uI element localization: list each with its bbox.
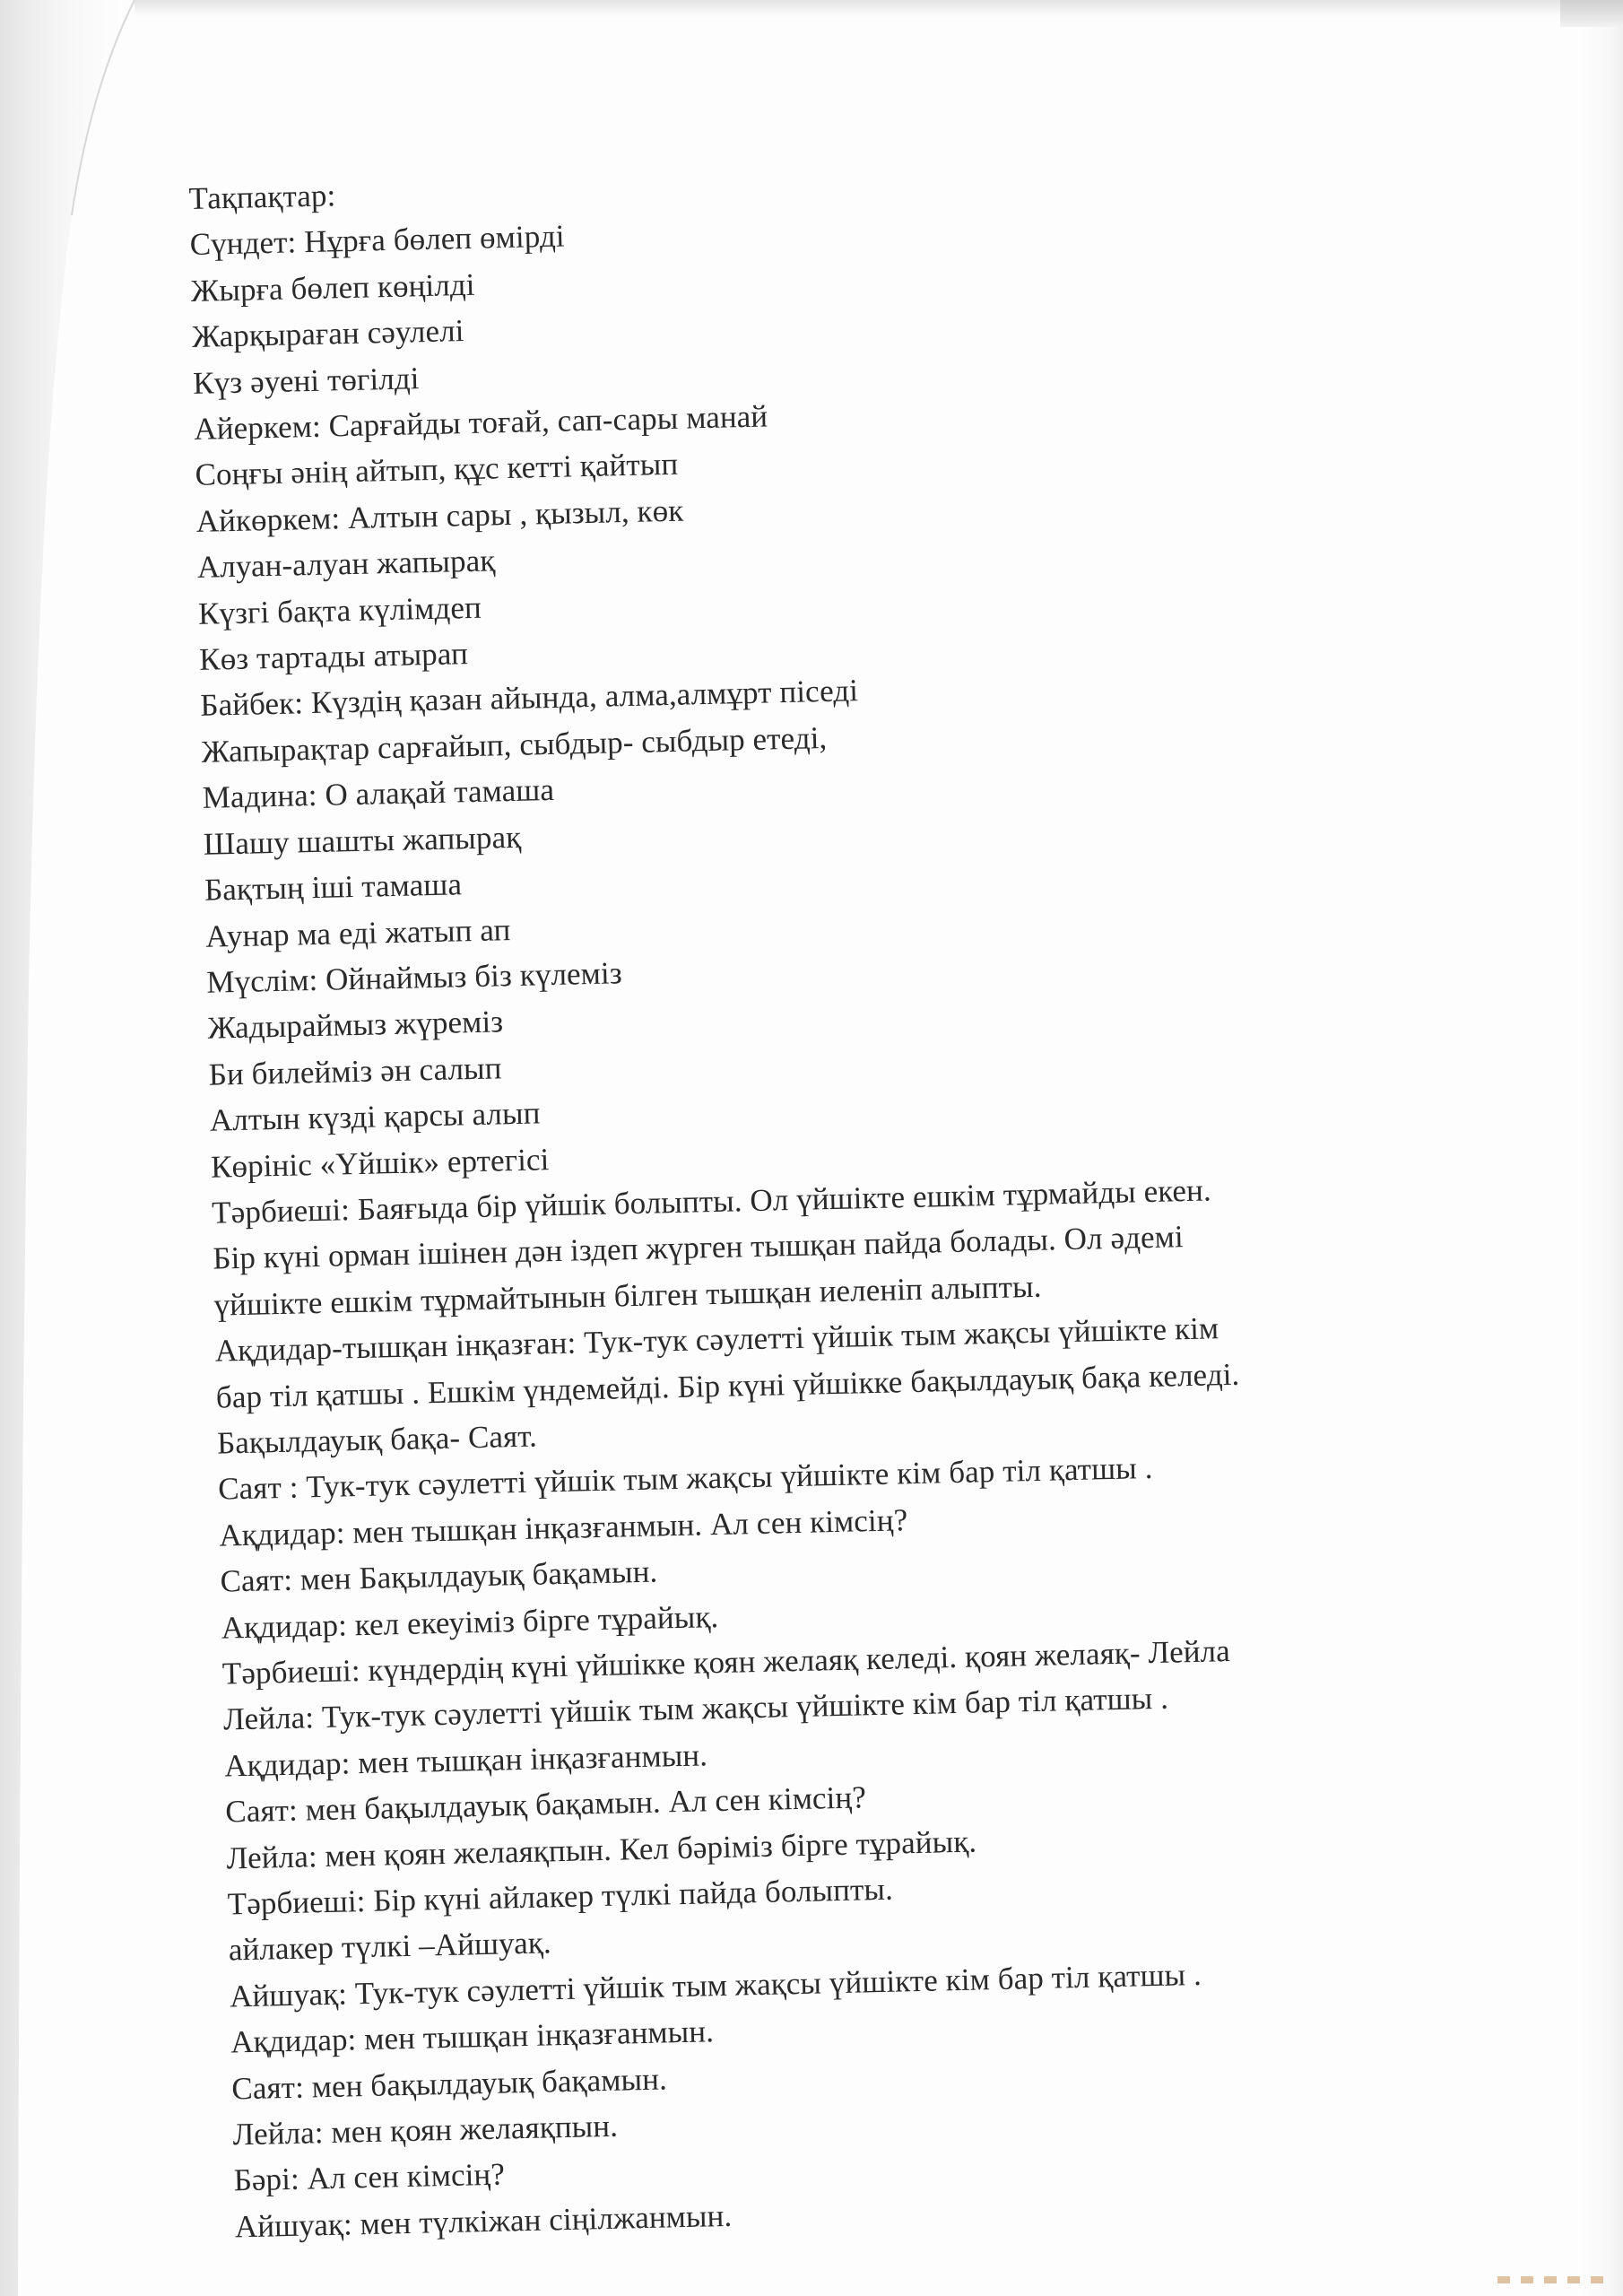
- page-corner-shadow: [1560, 0, 1623, 27]
- text-line: Ақдидар-тышқан інқазған: Тук-тук сәулетті үйшік тым жақсы үйшікте кім: [214, 1310, 1219, 1369]
- text-line: Күзгі бақта күлімдеп: [197, 589, 482, 631]
- text-line: Жапырақтар сарғайып, сыбдыр- сыбдыр етеді,: [201, 719, 828, 770]
- page-top-shadow: [135, 0, 1623, 16]
- text-line: Саят: мен бақылдауық бақамын. Ал сен кімсің?: [224, 1779, 867, 1830]
- text-line: Алтын күзді қарсы алып: [209, 1095, 541, 1138]
- text-line: Көз тартады атырап: [198, 636, 469, 677]
- text-line: Тәрбиеші: Бір күні айлакер түлкі пайда болыпты.: [227, 1871, 894, 1922]
- text-line: Аунар ма еді жатып ап: [204, 911, 511, 954]
- text-line: Саят: мен бақылдауық бақамын.: [230, 2061, 668, 2107]
- text-line: Саят : Тук-тук сәулетті үйшік тым жақсы үйшікте кім бар тіл қатшы .: [217, 1450, 1153, 1507]
- text-line: Лейла: мен қоян желаяқпын.: [232, 2108, 619, 2152]
- text-line: Бәрі: Ал сен кімсің?: [233, 2157, 506, 2198]
- text-line: айлакер түлкі –Айшуақ.: [228, 1925, 552, 1968]
- text-line: бар тіл қатшы . Ешкім үндемейді. Бір күні үйшікке бақылдауық бақа келеді.: [215, 1356, 1240, 1415]
- text-line: Көрініс «Үйшік» ертегісі: [210, 1141, 550, 1185]
- text-line: Жадыраймыз жүреміз: [207, 1004, 504, 1047]
- text-line: Айкөркем: Алтын сары , қызыл, көк: [195, 492, 684, 539]
- text-line: Айшуақ: мен түлкіжан сіңілжанмын.: [234, 2197, 733, 2245]
- text-line: Жырға бөлеп көңілді: [190, 266, 475, 309]
- text-line: Соңғы әнің айтып, құс кетті қайтып: [195, 447, 679, 493]
- text-line: Күз әуені төгілді: [192, 360, 420, 401]
- page-left-edge: [0, 0, 143, 2296]
- text-line: Лейла: мен қоян желаяқпын. Кел бәріміз бірге тұрайық.: [226, 1823, 977, 1876]
- text-line: Жарқыраған сәулелі: [191, 313, 464, 355]
- text-line: Айшуақ: Тук-тук сәулетті үйшік тым жақсы үйшікте кім бар тіл қатшы .: [229, 1956, 1202, 2014]
- text-line: Алуан-алуан жапырақ: [196, 543, 496, 586]
- text-line: Саят: мен Бақылдауық бақамын.: [220, 1553, 658, 1599]
- scan-edge-marks: [1497, 2276, 1605, 2283]
- text-line: Байбек: Күздің қазан айында, алма,алмұрт піседі: [199, 673, 859, 724]
- text-line: Тәрбиеші: Баяғыда бір үйшік болыпты. Ол үйшікте ешкім тұрмайды екен.: [211, 1172, 1212, 1231]
- text-line: Ақдидар: мен тышқан інқазғанмын.: [230, 2013, 715, 2060]
- text-line: Шашу шашты жапырақ: [203, 819, 522, 862]
- document-text: [188, 145, 1598, 2250]
- text-line: Мадина: О алақай тамаша: [202, 772, 555, 816]
- folded-edge-shadow: [0, 0, 143, 2296]
- text-line: Лейла: Тук-тук сәулетті үйшік тым жақсы үйшікте кім бар тіл қатшы .: [222, 1681, 1169, 1737]
- text-line: Ақдидар: мен тышқан інқазғанмын.: [223, 1737, 708, 1784]
- text-line: Тақпақтар:: [188, 178, 336, 216]
- text-line: Бір күні орман ішінен дән іздеп жүрген тышқан пайда болады. Ол әдемі: [212, 1219, 1185, 1277]
- text-line: Сүндет: Нұрға бөлеп өмірді: [189, 218, 566, 263]
- text-line: Бақтың іші тамаша: [204, 866, 463, 908]
- text-line: Бақылдауық бақа- Саят.: [216, 1418, 538, 1461]
- text-line: Би билейміз ән салып: [208, 1050, 502, 1092]
- text-line: Ақдидар: мен тышқан інқазғанмын. Ал сен кімсің?: [218, 1501, 908, 1553]
- text-line: Мүслім: Ойнаймыз біз күлеміз: [205, 955, 623, 1000]
- text-line: Ақдидар: кел екеуіміз бірге тұрайық.: [221, 1598, 719, 1646]
- text-line: үйшікте ешкім тұрмайтынын білген тышқан иеленіп алыпты.: [213, 1268, 1042, 1323]
- text-line: Айеркем: Сарғайды тоғай, сап-сары манай: [193, 398, 768, 447]
- text-line: Тәрбиеші: күндердің күні үйшікке қоян желаяқ келеді. қоян желаяқ- Лейла: [221, 1633, 1231, 1692]
